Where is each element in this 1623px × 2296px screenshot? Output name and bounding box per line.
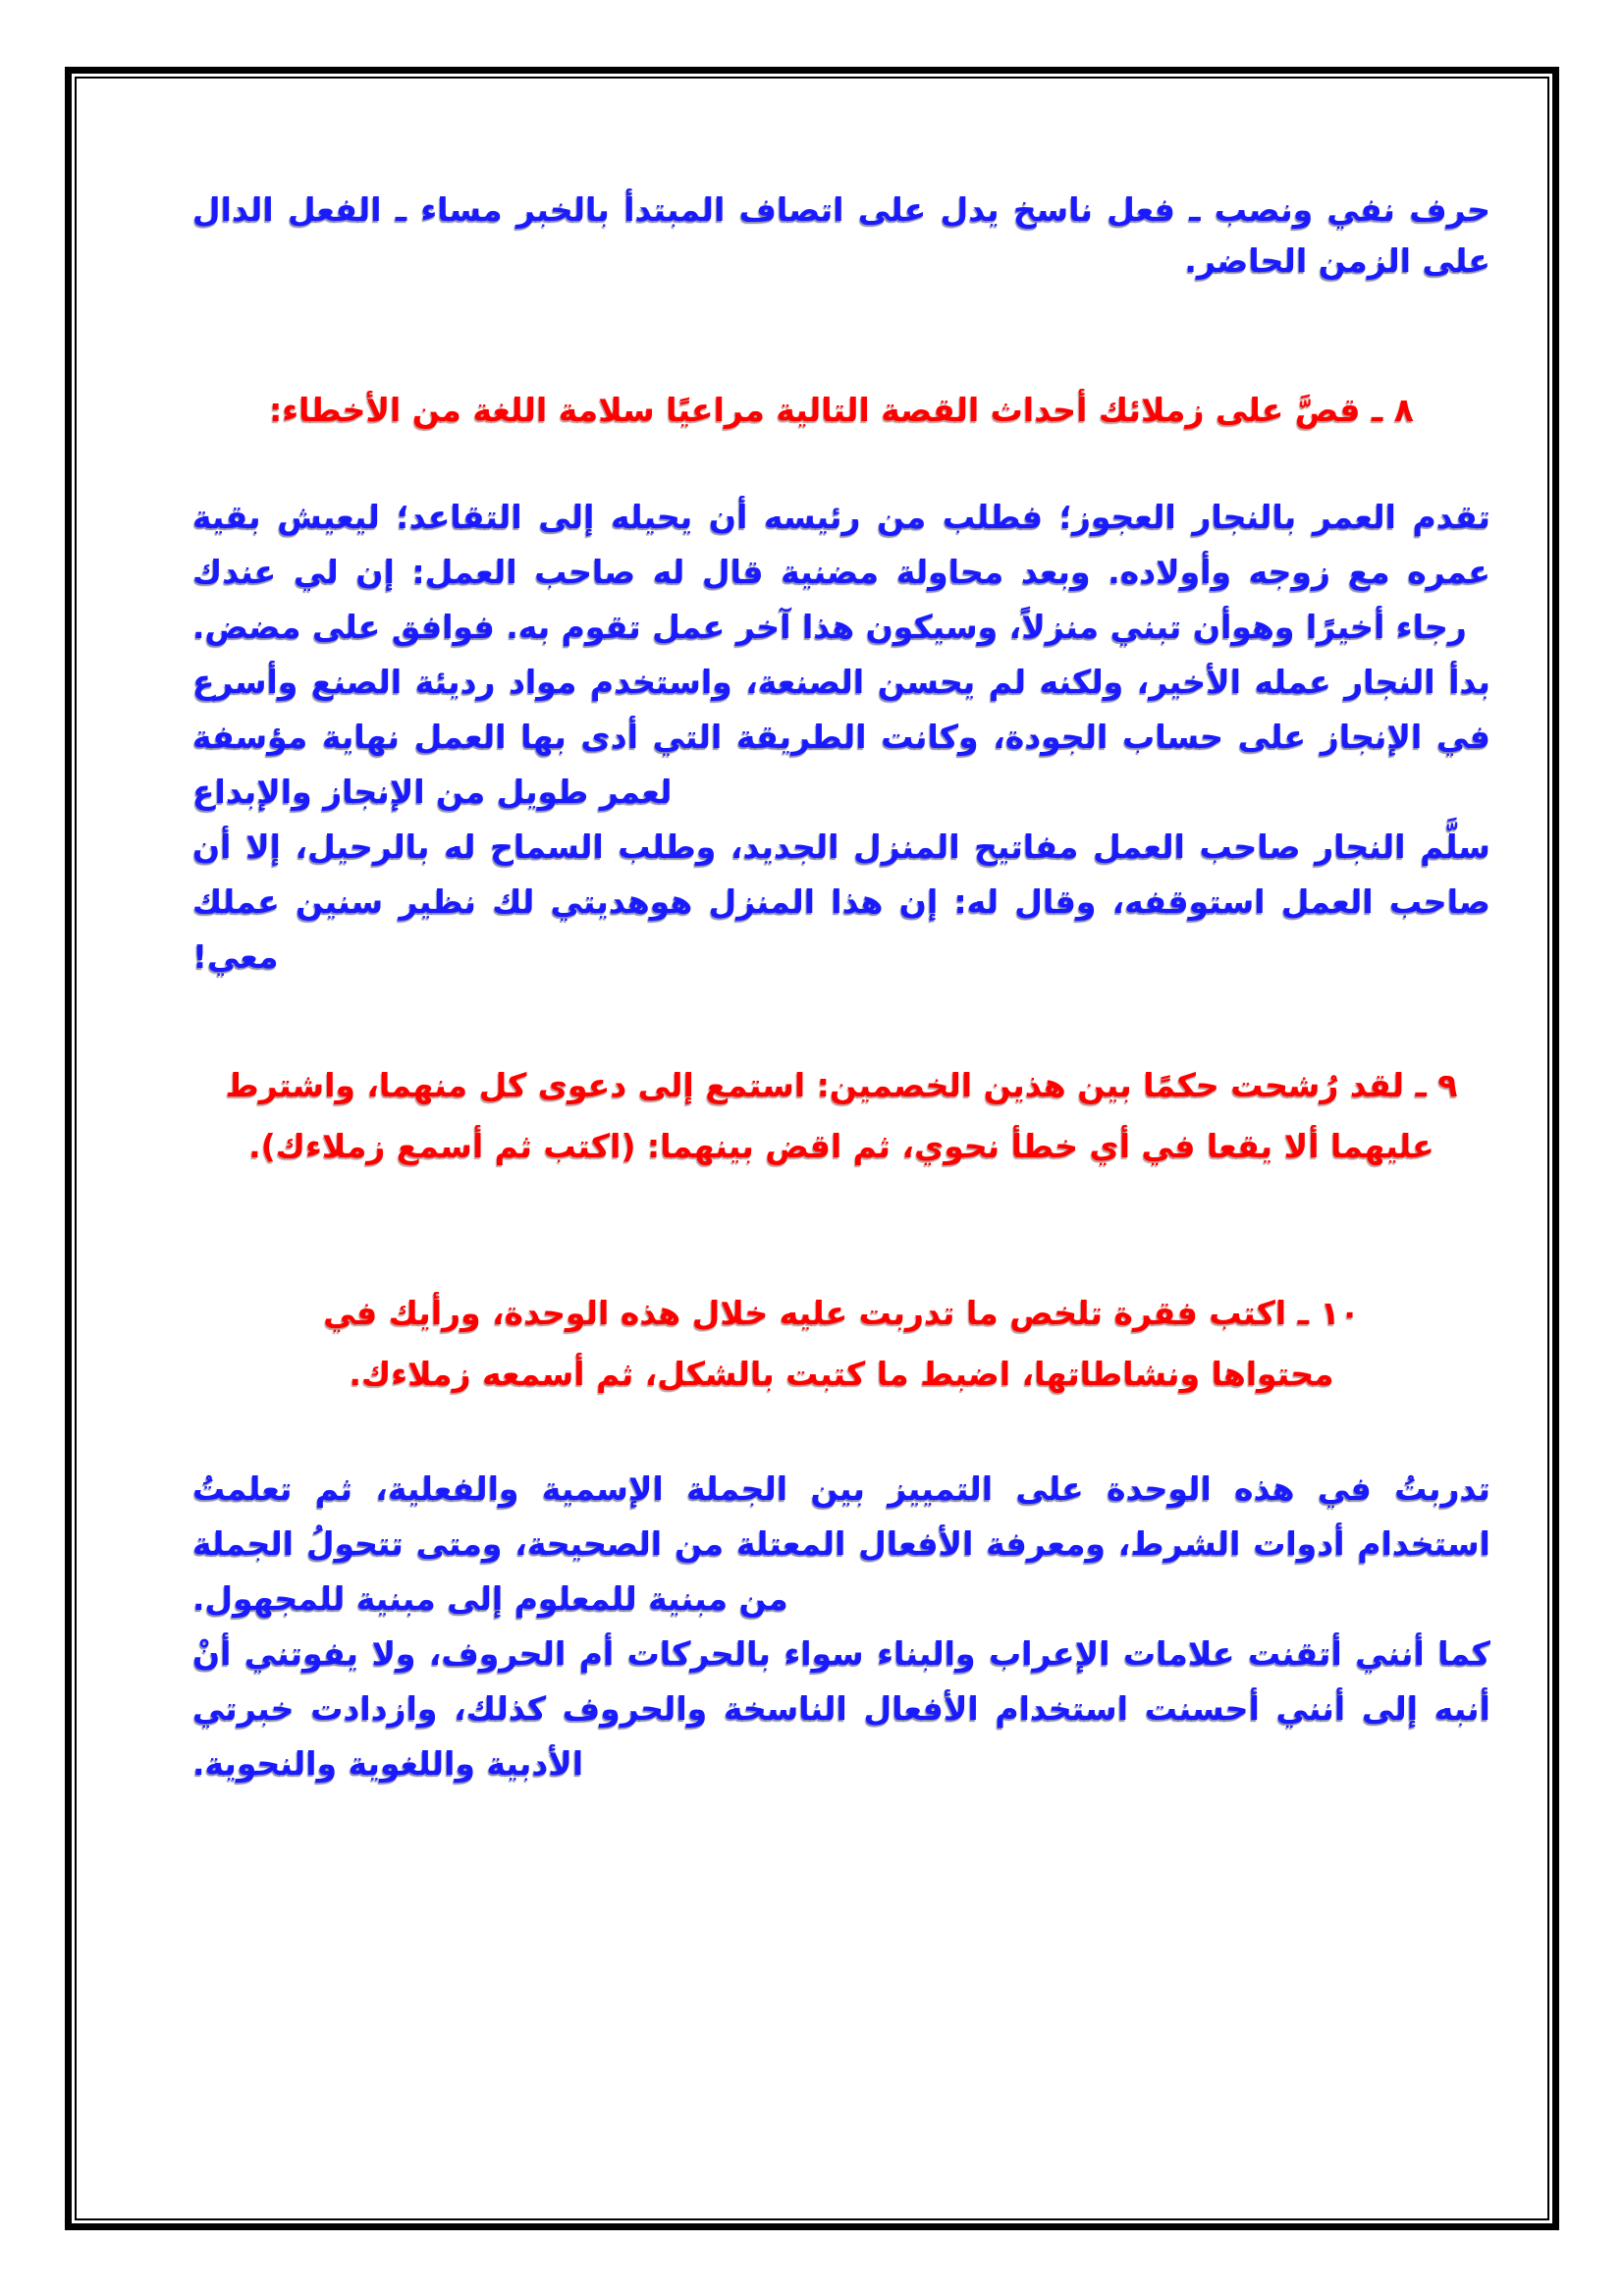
story-block: [192, 490, 1490, 985]
page-inner-border: [75, 77, 1549, 2220]
story-paragraph-2: بدأ النجار عمله الأخير، ولكنه لم يحسن الصنعة، واستخدم مواد رديئة الصنع وأسرع في الإنجاز على حساب الجودة، وكانت الطريقة التي أدى بها العمل نهاية مؤسفة لعمر طويل من الإنجاز والإبداع: [192, 663, 1490, 811]
question-9-heading: ٩ ـ لقد رُشحت حكمًا بين هذين الخصمين: استمع إلى دعوى كل منهما، واشترط عليهما ألا يقعا في أي خطأ نحوي، ثم اقض بينهما: (اكتب ثم أسمع زملاءك).: [225, 1066, 1458, 1165]
question-10-heading: ١٠ ـ اكتب فقرة تلخص ما تدربت عليه خلال هذه الوحدة، ورأيك في محتواها ونشاطاتها، اضبط ما كتبت بالشكل، ثم أسمعه زملاءك.: [323, 1294, 1360, 1393]
question-8-heading: ٨ ـ قصَّ على زملائك أحداث القصة التالية مراعيًا سلامة اللغة من الأخطاء:: [269, 391, 1414, 429]
summary-paragraph-1: تدربتُ في هذه الوحدة على التمييز بين الجملة الإسمية والفعلية، ثم تعلمتُ استخدام أدوات الشرط، ومعرفة الأفعال المعتلة من الصحيحة، ومتى تتحولُ الجملة من مبنية للمعلوم إلى مبنية للمجهول.: [192, 1469, 1490, 1618]
story-paragraph-1: تقدم العمر بالنجار العجوز؛ فطلب من رئيسه أن يحيله إلى التقاعد؛ ليعيش بقية عمره مع زوجه وأولاده. وبعد محاولة مضنية قال له صاحب العمل: إن لي عندك رجاء أخيرًا وهوأن تبني منزلاً، وسيكون هذا آخر عمل تقوم به. فوافق على مضض.: [192, 498, 1490, 646]
intro-paragraph: حرف نفي ونصب ـ فعل ناسخ يدل على اتصاف المبتدأ بالخبر مساء ـ الفعل الدال على الزمن الحاضر.: [192, 190, 1490, 280]
page-content: [77, 79, 1547, 1791]
page-border-frame: [65, 67, 1559, 2230]
summary-block: [192, 1462, 1490, 1791]
story-paragraph-3: سلَّم النجار صاحب العمل مفاتيح المنزل الجديد، وطلب السماح له بالرحيل، إلا أن صاحب العمل استوقفه، وقال له: إن هذا المنزل هوهديتي لك نظير سنين عملك معي!: [192, 828, 1490, 976]
summary-paragraph-2: كما أنني أتقنت علامات الإعراب والبناء سواء بالحركات أم الحروف، ولا يفوتني أنْ أنبه إلى أنني أحسنت استخدام الأفعال الناسخة والحروف كذلك، وازدادت خبرتي الأدبية واللغوية والنحوية.: [192, 1634, 1490, 1783]
